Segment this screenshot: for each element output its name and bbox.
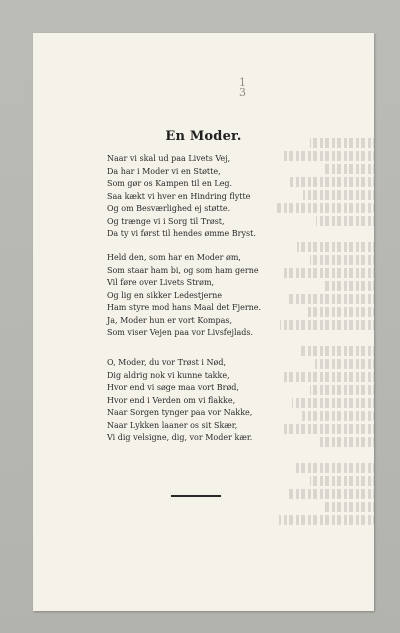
poem-line: Hvor end i Verden om vi flakke, bbox=[107, 395, 236, 405]
poem-line: Vil føre over Livets Strøm, bbox=[107, 278, 215, 287]
poem-line: Ham styre mod hans Maal det Fjerne. bbox=[107, 303, 262, 312]
poem-title: En Moder. bbox=[165, 129, 242, 144]
stanza-1 bbox=[107, 153, 256, 241]
poem-line: Naar Sorgen tynger paa vor Nakke, bbox=[107, 408, 253, 417]
poem-line: Naar Lykken laaner os sit Skær, bbox=[107, 420, 238, 430]
poem-line: Saa kækt vi hver en Hindring flytte bbox=[107, 191, 251, 201]
poem-line: Held den, som har en Moder øm, bbox=[107, 253, 241, 262]
poem-line: Dig aldrig nok vi kunne takke, bbox=[107, 370, 230, 380]
closing-rule bbox=[171, 495, 221, 497]
poem-line: Som gør os Kampen til en Leg. bbox=[107, 179, 233, 188]
bleed-through-text bbox=[271, 138, 374, 588]
poem-line: Da ty vi først til hendes ømme Bryst. bbox=[107, 229, 256, 238]
poem-line: Og trænge vi i Sorg til Trøst, bbox=[107, 216, 225, 226]
poem-line: Som staar ham bi, og som ham gerne bbox=[107, 265, 259, 275]
poem-line: Da har i Moder vi en Støtte, bbox=[107, 166, 221, 176]
poem-line: Hvor end vi søge maa vort Brød, bbox=[107, 383, 239, 392]
poem-line: Vi dig velsigne, dig, vor Moder kær. bbox=[107, 433, 253, 442]
corner-mark: 1 3 bbox=[239, 76, 246, 99]
poem-line: Som viser Vejen paa vor Livsfejlads. bbox=[107, 328, 254, 337]
stanza-3 bbox=[107, 357, 252, 445]
poem-line: Ja, Moder hun er vort Kompas, bbox=[107, 315, 233, 325]
poem-line: Og om Besværlighed ej støtte. bbox=[107, 204, 231, 213]
poem-line: Og lig en sikker Ledestjerne bbox=[107, 290, 223, 300]
stanza-2 bbox=[107, 252, 261, 340]
paper-sheet bbox=[33, 33, 374, 611]
poem-line: O, Moder, du vor Trøst i Nød, bbox=[107, 358, 227, 367]
poem-line: Naar vi skal ud paa Livets Vej, bbox=[107, 154, 231, 163]
